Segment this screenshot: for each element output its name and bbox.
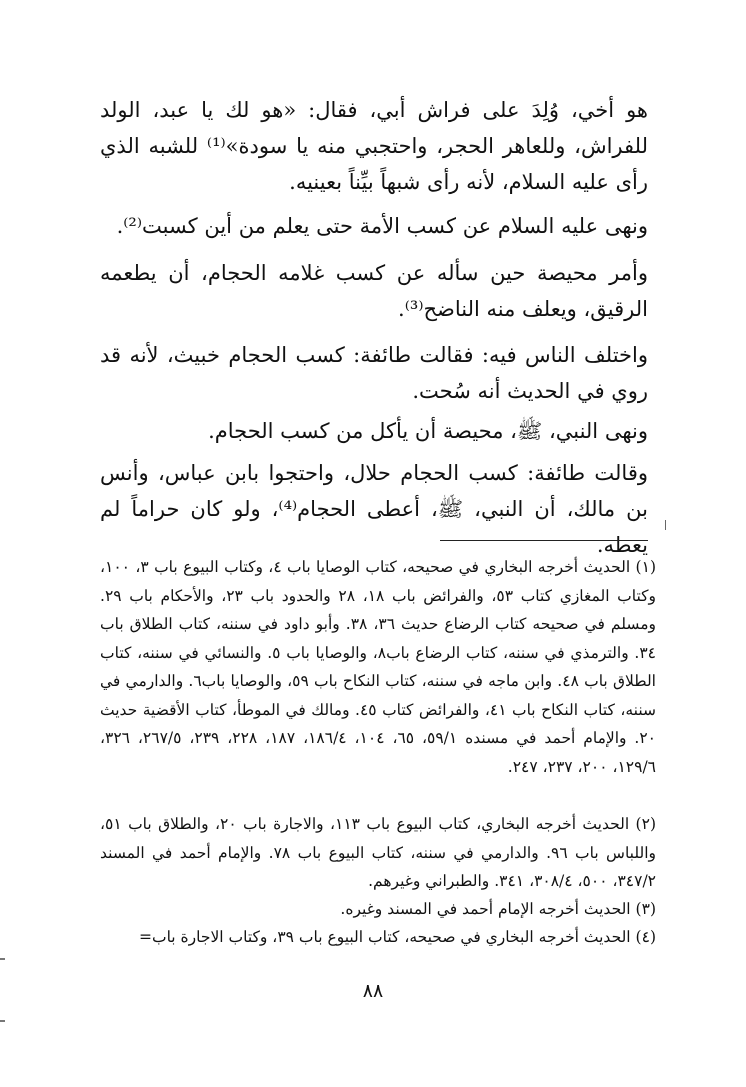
- paragraph-1: هو أخي، وُلِدَ على فراش أبي، فقال: «هو لك يا عبد، الولد للفراش، وللعاهر الحجر، واحتجبي منه يا سودة»⁽¹⁾ للشبه الذي رأى عليه السلام، لأنه رأى شبهاً بيِّناً بعينيه.: [100, 98, 648, 194]
- main-text-block-3: [100, 255, 648, 327]
- footnote-4-number: (٤): [635, 928, 656, 946]
- paragraph-2: ونهى عليه السلام عن كسب الأمة حتى يعلم من أين كسبت⁽²⁾.: [116, 214, 648, 238]
- main-text-block-6: [100, 455, 648, 563]
- footnote-1-text: الحديث أخرجه البخاري في صحيحه، كتاب الوصايا باب ٤، وكتاب البيوع باب ٣، ١٠٠، وكتاب المغازي كتاب ٥٣، والفرائض باب ١٨، ٢٨ والحدود باب ٢٣، والأحكام باب ٢٩. ومسلم في صحيحه كتاب الرضاع حديث ٣٦، ٣٨. وأبو داود في سننه، كتاب الطلاق باب ٣٤. والترمذي في سننه، كتاب الرضاع باب٨، والوصايا باب ٥. والنسائي في سننه، كتاب الطلاق باب ٤٨. وابن ماجه في سننه، كتاب النكاح باب ٥٩، والوصايا باب٦. والدارمي في سننه، كتاب النكاح باب ٤١، والفرائض كتاب ٤٥. ومالك في الموطأ، كتاب الأقضية حديث ٢٠. والإمام أحمد في مسنده ٥٩/١، ٦٥، ١٠٤، ١٨٦/٤، ١٨٧، ٢٢٨، ٢٣٩، ٢٦٧/٥، ٣٢٦، ١٢٩/٦، ٢٠٠، ٢٣٧، ٢٤٧.: [100, 558, 657, 776]
- footnote-4-text: الحديث أخرجه البخاري في صحيحه، كتاب البيوع باب ٣٩، وكتاب الاجارة باب=: [139, 928, 631, 946]
- page-number: ٨٨: [362, 980, 384, 1002]
- main-text-block-4: [100, 337, 648, 409]
- paragraph-4: واختلف الناس فيه: فقالت طائفة: كسب الحجام خبيث، لأنه قد روي في الحديث أنه سُحت.: [100, 343, 648, 403]
- footnote-1: [100, 553, 656, 781]
- scan-edge-mark: [0, 1020, 5, 1022]
- footnote-2: [100, 810, 656, 896]
- footnote-separator: [440, 540, 648, 541]
- main-text-block-5: [100, 413, 648, 449]
- footnote-4: [100, 923, 656, 952]
- paragraph-6: وقالت طائفة: كسب الحجام حلال، واحتجوا بابن عباس، وأنس بن مالك، أن النبي، ﷺ، أعطى الحجام⁽⁴⁾، ولو كان حراماً لم يعطه.: [100, 461, 648, 557]
- paragraph-5: ونهى النبي، ﷺ، محيصة أن يأكل من كسب الحجام.: [208, 419, 648, 443]
- footnote-3-number: (٣): [635, 900, 656, 918]
- paragraph-3: وأمر محيصة حين سأله عن كسب غلامه الحجام، أن يطعمه الرقيق، ويعلف منه الناضح⁽³⁾.: [100, 261, 648, 321]
- margin-mark: [665, 520, 666, 530]
- footnote-3-text: الحديث أخرجه الإمام أحمد في المسند وغيره.: [340, 900, 631, 918]
- main-text-block-2: [100, 208, 648, 244]
- scan-edge-mark: [0, 958, 5, 960]
- footnote-2-text: الحديث أخرجه البخاري، كتاب البيوع باب ١١٣، والاجارة باب ٢٠، والطلاق باب ٥١، واللباس باب ٩٦. والدارمي في سننه، كتاب البيوع باب ٧٨. والإمام أحمد في المسند ٣٤٧/٢، ٥٠٠، ٣٠٨/٤، ٣٤١. والطبراني وغيرهم.: [100, 815, 656, 890]
- footnote-1-number: (١): [635, 558, 656, 576]
- main-text-block-1: [100, 92, 648, 200]
- footnote-3: [100, 895, 656, 924]
- footnote-2-number: (٢): [635, 815, 656, 833]
